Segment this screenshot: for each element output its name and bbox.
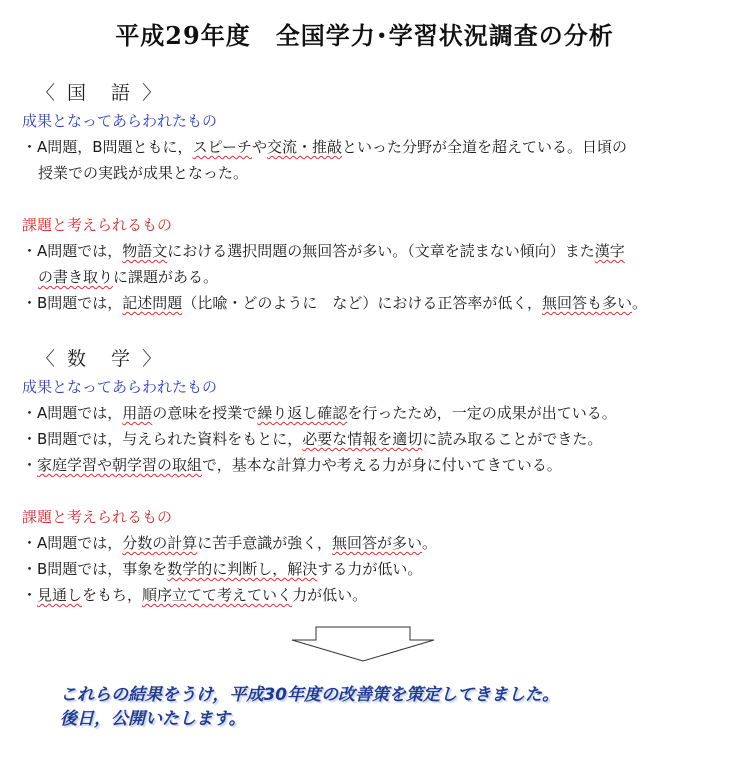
kokugo-issue-line-3: ・B問題では，記述問題（比喩・どのように など）における正答率が低く，無回答も多い。 bbox=[22, 294, 648, 312]
conclusion-line-1: これらの結果をうけ，平成30年度の改善策を策定してきました。 bbox=[60, 685, 559, 705]
sugaku-good-line-2: ・B問題では，与えられた資料をもとに，必要な情報を適切に読み取ることができた。 bbox=[22, 430, 603, 448]
sugaku-good-heading: 成果となってあらわれたもの bbox=[22, 378, 218, 396]
conclusion-line-2: 後日，公開いたします。 bbox=[60, 709, 246, 729]
kokugo-issue-line-1: ・A問題では，物語文における選択問題の無回答が多い。（文章を読まない傾向）また漢字 bbox=[22, 242, 625, 260]
sugaku-issue-line-3: ・見通しをもち，順序立てて考えていく力が低い。 bbox=[22, 586, 368, 604]
kokugo-good-heading: 成果となってあらわれたもの bbox=[22, 112, 218, 130]
kokugo-good-line-1: ・A問題，B問題ともに，スピーチや交流・推敲といった分野が全道を超えている。日頃の bbox=[22, 138, 628, 156]
down-arrow-icon bbox=[246, 626, 436, 662]
kokugo-good-line-2: 授業での実践が成果となった。 bbox=[38, 164, 249, 182]
sugaku-issue-line-2: ・B問題では，事象を数学的に判断し，解決する力が低い。 bbox=[22, 560, 423, 578]
page-title: 平成29年度 全国学力･学習状況調査の分析 bbox=[115, 21, 614, 50]
kokugo-issue-heading: 課題と考えられるもの bbox=[22, 216, 173, 234]
subject-sugaku: 〈 数 学 〉 bbox=[36, 348, 165, 370]
kokugo-issue-line-2: の書き取りに課題がある。 bbox=[38, 268, 219, 286]
sugaku-good-line-1: ・A問題では，用語の意味を授業で繰り返し確認を行ったため，一定の成果が出ている。 bbox=[22, 404, 617, 422]
sugaku-good-line-3: ・家庭学習や朝学習の取組で，基本な計算力や考える力が身に付いてきている。 bbox=[22, 456, 562, 474]
sugaku-issue-heading: 課題と考えられるもの bbox=[22, 508, 173, 526]
sugaku-issue-line-1: ・A問題では，分数の計算に苦手意識が強く，無回答が多い。 bbox=[22, 534, 438, 552]
subject-kokugo: 〈 国 語 〉 bbox=[36, 82, 165, 104]
